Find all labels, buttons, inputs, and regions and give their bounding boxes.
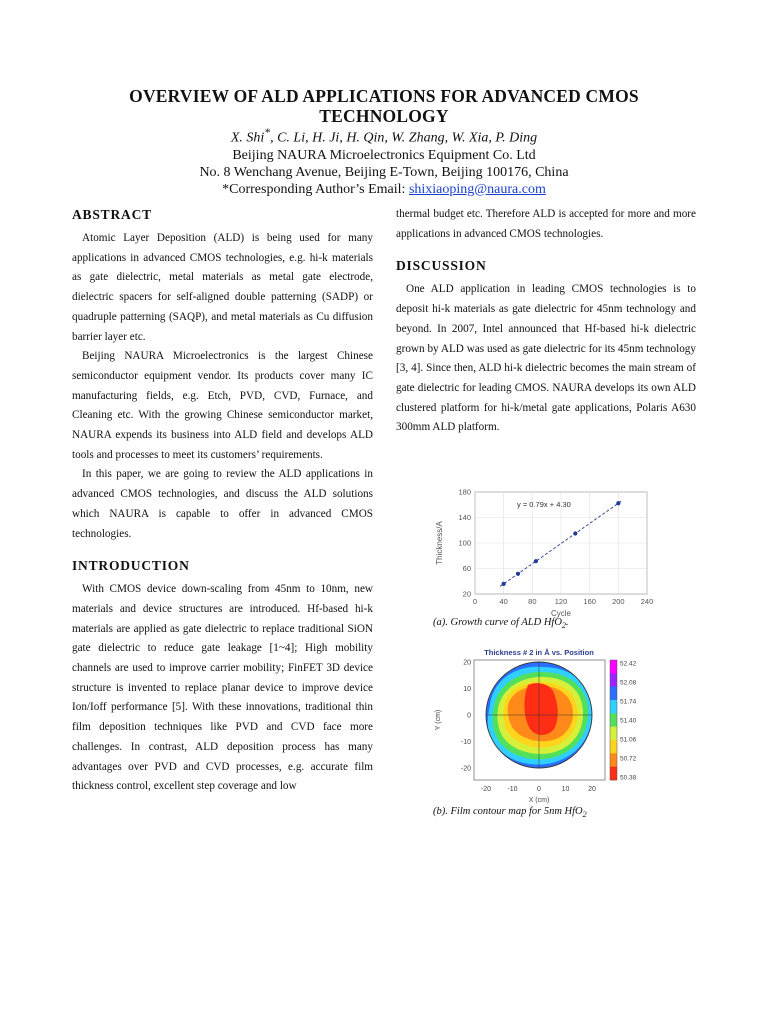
caption-a-period: . (565, 617, 569, 628)
abstract-heading: ABSTRACT (72, 207, 152, 222)
colorbar-swatch (610, 673, 617, 687)
colorbar-label: 51.06 (620, 736, 637, 744)
data-point (616, 501, 620, 505)
right-column (396, 205, 696, 438)
paper-title (60, 86, 708, 126)
email-link[interactable]: shixiaoping@naura.com (408, 181, 546, 197)
contour-x-tick: -10 (507, 786, 518, 793)
y-tick-label: 180 (458, 487, 471, 497)
abstract-paragraph-3: In this paper, we are going to review the ALD applications in advanced CMOS technologies, and discuss the ALD solutions which NAURA is capable to offer in advanced CMOS technologies. (72, 468, 373, 540)
x-tick-label: 240 (640, 597, 654, 606)
email-label: *Corresponding Author’s Email: (222, 181, 409, 197)
x-axis-label: Cycle (550, 609, 572, 618)
continued-paragraph: thermal budget etc. Therefore ALD is accepted for more and more applications in advanced CMOS technologies. (396, 208, 696, 240)
contour-x-label: X (cm) (528, 797, 550, 804)
x-tick-label: 160 (583, 597, 596, 606)
author-list (60, 124, 708, 147)
address: No. 8 Wenchang Avenue, Beijing E-Town, Beijing 100176, China (199, 164, 569, 180)
x-tick-label: 120 (554, 597, 568, 606)
y-tick-label: 140 (458, 513, 471, 522)
colorbar-label: 50.72 (620, 755, 637, 763)
affiliation: Beijing NAURA Microelectronics Equipment Co. Ltd (232, 147, 536, 163)
contour-x-tick: 0 (537, 786, 541, 793)
abstract-paragraph-2: Beijing NAURA Microelectronics is the largest Chinese semiconductor equipment vendor. Its products cover many IC manufacturing fields, e.g. Etch, PVD, CVD, Furnace, and Cleaning etc. With the growing Chinese semiconductor market, NAURA expends its business into ALD field and develops ALD tools and processes to meet its customers’ requirements. (72, 350, 373, 461)
caption-a-sub: 2 (561, 621, 566, 631)
contour-zone-red (524, 683, 557, 735)
colorbar-swatch (610, 700, 617, 714)
contour-title: Thickness # 2 in Å vs. Position (484, 648, 594, 657)
contour-x-tick: 10 (561, 786, 570, 793)
colorbar-swatch (610, 767, 617, 781)
colorbar-label: 50.38 (620, 774, 637, 782)
first-author: X. Shi (230, 130, 265, 146)
title-line-2: TECHNOLOGY (319, 106, 449, 126)
x-tick-label: 0 (472, 597, 478, 606)
fit-equation: y = 0.79x + 4.30 (517, 500, 571, 509)
contour-y-tick: -20 (460, 765, 471, 773)
left-column (72, 205, 373, 797)
growth-curve-chart (430, 486, 660, 622)
data-point (534, 559, 538, 563)
x-tick-label: 200 (612, 597, 625, 606)
discussion-paragraph-1: One ALD application in leading CMOS technologies is to deposit hi-k materials as gate dielectric for 45nm technology and beyond. In 2007, Intel announced that Hf-based hi-k dielectric grown by ALD was used as gate dielectric for its 45nm technology [3, 4]. Since then, ALD hi-k dielectric becomes the main stream of gate dielectric for leading CMOS. NAURA develops its own ALD clustered platform for hi-k/metal gate applications, Polaris A630 300mm ALD platform. (396, 283, 696, 434)
data-point (516, 572, 520, 576)
data-point (502, 582, 506, 586)
contour-y-tick: 0 (467, 712, 471, 720)
colorbar-swatch (610, 740, 617, 754)
contour-x-tick: 20 (588, 786, 596, 793)
introduction-paragraph-1: With CMOS device down-scaling from 45nm to 10nm, new materials and device structures are introduced. Hf-based hi-k materials are applied as gate dielectric to replace traditional SiON gate dielectric to reduce gate leakage [1~4]; High mobility channels are used to improve carrier mobility; FinFET 3D device structure is invented to replace planar device to improve device Ion/Ioff performance [5]. With these innovations, traditional thin film deposition techniques like PVD and CVD face more challenges. In contrast, ALD deposition process has many advantages over PVD and CVD processes, e.g. accurate film thickness control, excellent step coverage and low (72, 583, 373, 793)
y-tick-label: 60 (462, 564, 471, 573)
contour-x-tick: -20 (480, 786, 492, 793)
y-tick-label: 100 (458, 538, 471, 548)
caption-a-text: (a). Growth curve of ALD HfO (433, 617, 562, 628)
email-line (60, 181, 708, 198)
caption-b-text: (b). Film contour map for 5nm HfO (433, 806, 583, 817)
colorbar-label: 52.42 (620, 660, 637, 668)
x-tick-label: 80 (528, 597, 537, 606)
colorbar-label: 51.40 (620, 717, 637, 725)
contour-map-chart (432, 645, 652, 805)
corresponding-mark: * (264, 126, 271, 139)
contour-y-tick: 10 (463, 686, 471, 693)
caption-b-sub: 2 (582, 810, 587, 820)
colorbar-swatch (610, 713, 617, 727)
colorbar-swatch (610, 753, 617, 767)
colorbar-label: 52.08 (620, 679, 637, 687)
y-tick-label: 20 (462, 589, 471, 599)
caption-b (433, 806, 587, 819)
y-axis-label: Thickness/A (435, 521, 444, 565)
contour-y-label: Y (cm) (435, 709, 442, 731)
colorbar-swatch (610, 687, 617, 701)
x-tick-label: 40 (499, 597, 508, 606)
introduction-heading: INTRODUCTION (72, 558, 190, 574)
colorbar-swatch (610, 727, 617, 741)
colorbar-swatch (610, 660, 617, 674)
author-block (60, 124, 708, 198)
discussion-heading: DISCUSSION (396, 258, 487, 274)
data-point (573, 531, 577, 535)
contour-y-tick: -10 (460, 739, 471, 746)
other-authors: , C. Li, H. Ji, H. Qin, W. Zhang, W. Xia, P. Ding (270, 130, 538, 146)
colorbar-label: 51.74 (620, 698, 637, 706)
title-line-1: OVERVIEW OF ALD APPLICATIONS FOR ADVANCED CMOS (129, 86, 639, 106)
abstract-paragraph-1: Atomic Layer Deposition (ALD) is being used for many applications in advanced CMOS technologies, e.g. hi-k materials as gate dielectric, metal materials as metal gate electrode, dielectric spacers for self-aligned double patterning (SADP) or quadruple patterning (SAQP), and metal materials as Cu diffusion barrier layer etc. (72, 232, 373, 343)
caption-a (433, 617, 569, 630)
contour-y-tick: 20 (463, 659, 471, 667)
